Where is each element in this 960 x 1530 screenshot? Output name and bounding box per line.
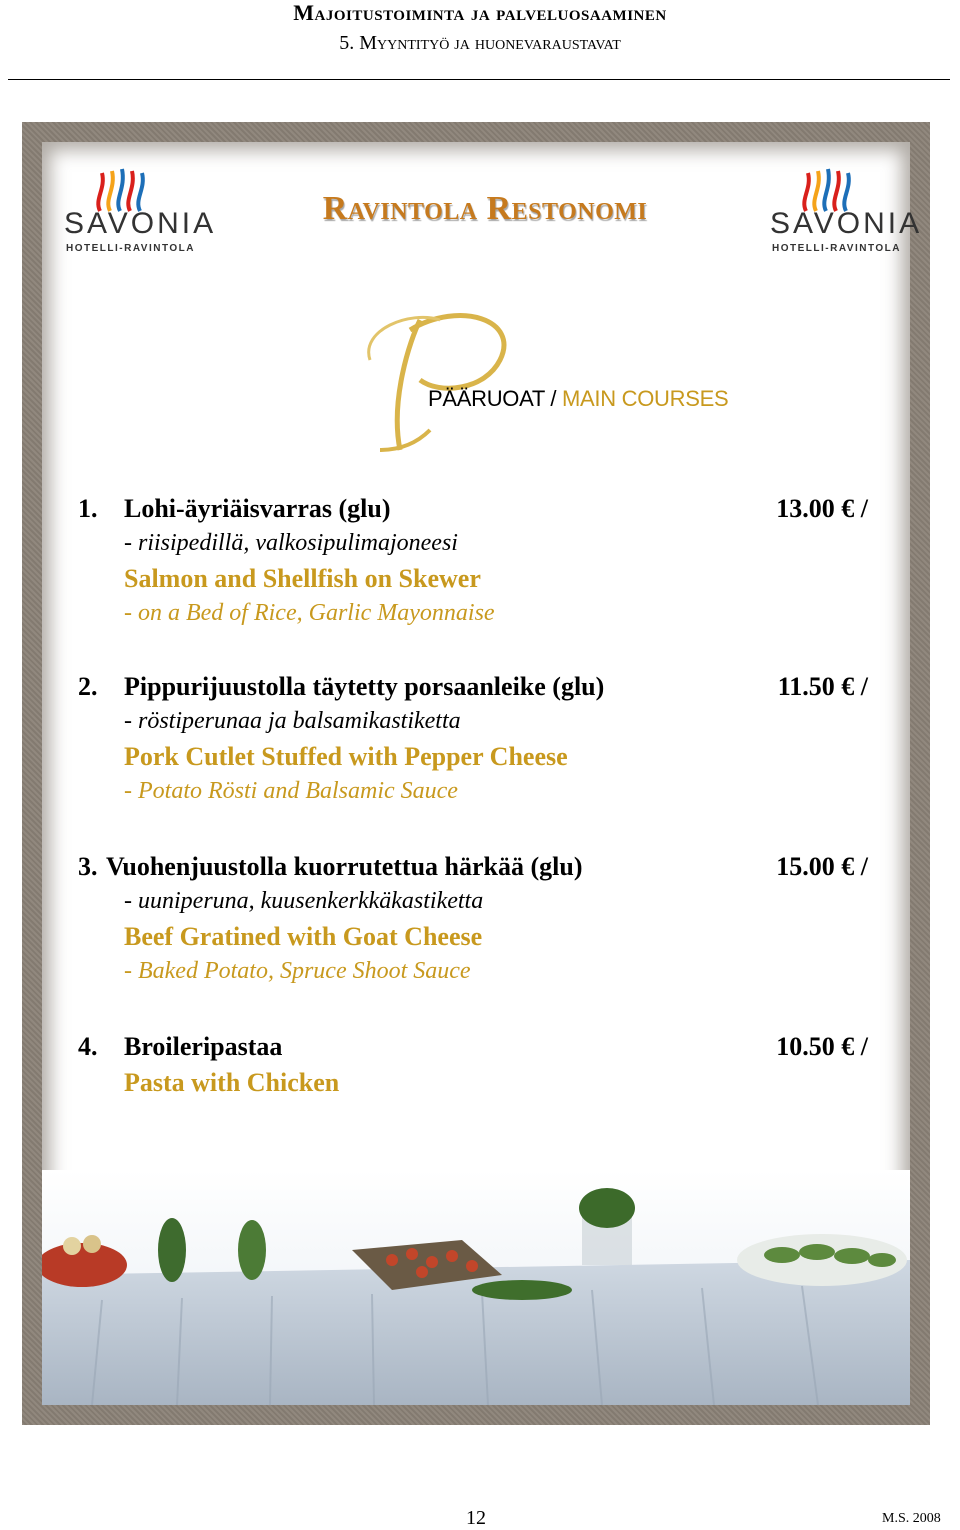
item-description-en: - Potato Rösti and Balsamic Sauce: [124, 778, 458, 804]
document-header: [0, 0, 960, 56]
item-name-en: Beef Gratined with Goat Cheese: [124, 922, 483, 951]
logo-wordmark: SAVONIA: [64, 207, 217, 240]
item-name-fi: Broileripastaa: [124, 1032, 283, 1061]
course-heading: [428, 386, 728, 412]
document-subtitle: 5. Myyntityö ja huonevaraustavat: [339, 32, 621, 54]
header-rule: [8, 79, 950, 80]
item-description-fi: - röstiperunaa ja balsamikastiketta: [124, 708, 461, 734]
item-number: 1.: [78, 494, 98, 523]
document-title: Majoitustoiminta ja palveluosaaminen: [293, 0, 667, 25]
decorative-p-letter-icon: [350, 300, 530, 460]
item-price: 13.00 € /: [776, 494, 868, 523]
item-description-fi: - riisipedillä, valkosipulimajoneesi: [124, 530, 458, 556]
item-description-en: - Baked Potato, Spruce Shoot Sauce: [124, 958, 471, 984]
author-initials: M.S. 2008: [882, 1511, 941, 1526]
item-number: 3.: [78, 852, 98, 881]
item-price: 15.00 € /: [776, 852, 868, 881]
restaurant-name: Ravintola Restonomi: [322, 190, 648, 227]
item-number: 2.: [78, 672, 98, 701]
item-name-fi: Pippurijuustolla täytetty porsaanleike (glu): [124, 672, 605, 701]
item-name-en: Salmon and Shellfish on Skewer: [124, 564, 481, 593]
item-price: 11.50 € /: [777, 672, 868, 701]
buffet-food-photo: [42, 1170, 910, 1405]
course-heading-en: MAIN COURSES: [562, 386, 729, 411]
item-name-en: Pasta with Chicken: [124, 1068, 340, 1097]
course-heading-fi: PÄÄRUOAT /: [428, 386, 563, 411]
logo-wordmark: SAVONIA: [770, 207, 923, 240]
savonia-logo-left: [64, 165, 217, 265]
page-number: 12: [466, 1507, 486, 1529]
item-description-en: - on a Bed of Rice, Garlic Mayonnaise: [124, 600, 495, 626]
logo-subtitle: HOTELLI-RAVINTOLA: [66, 243, 196, 254]
item-name-fi: Lohi-äyriäisvarras (glu): [124, 494, 391, 523]
item-description-fi: - uuniperuna, kuusenkerkkäkastiketta: [124, 888, 484, 914]
item-name-fi: Vuohenjuustolla kuorrutettua härkää (glu): [106, 852, 583, 881]
savonia-logo-right: [770, 165, 923, 265]
item-number: 4.: [78, 1032, 98, 1061]
item-name-en: Pork Cutlet Stuffed with Pepper Cheese: [124, 742, 568, 771]
item-price: 10.50 € /: [776, 1032, 868, 1061]
logo-subtitle: HOTELLI-RAVINTOLA: [772, 243, 902, 254]
